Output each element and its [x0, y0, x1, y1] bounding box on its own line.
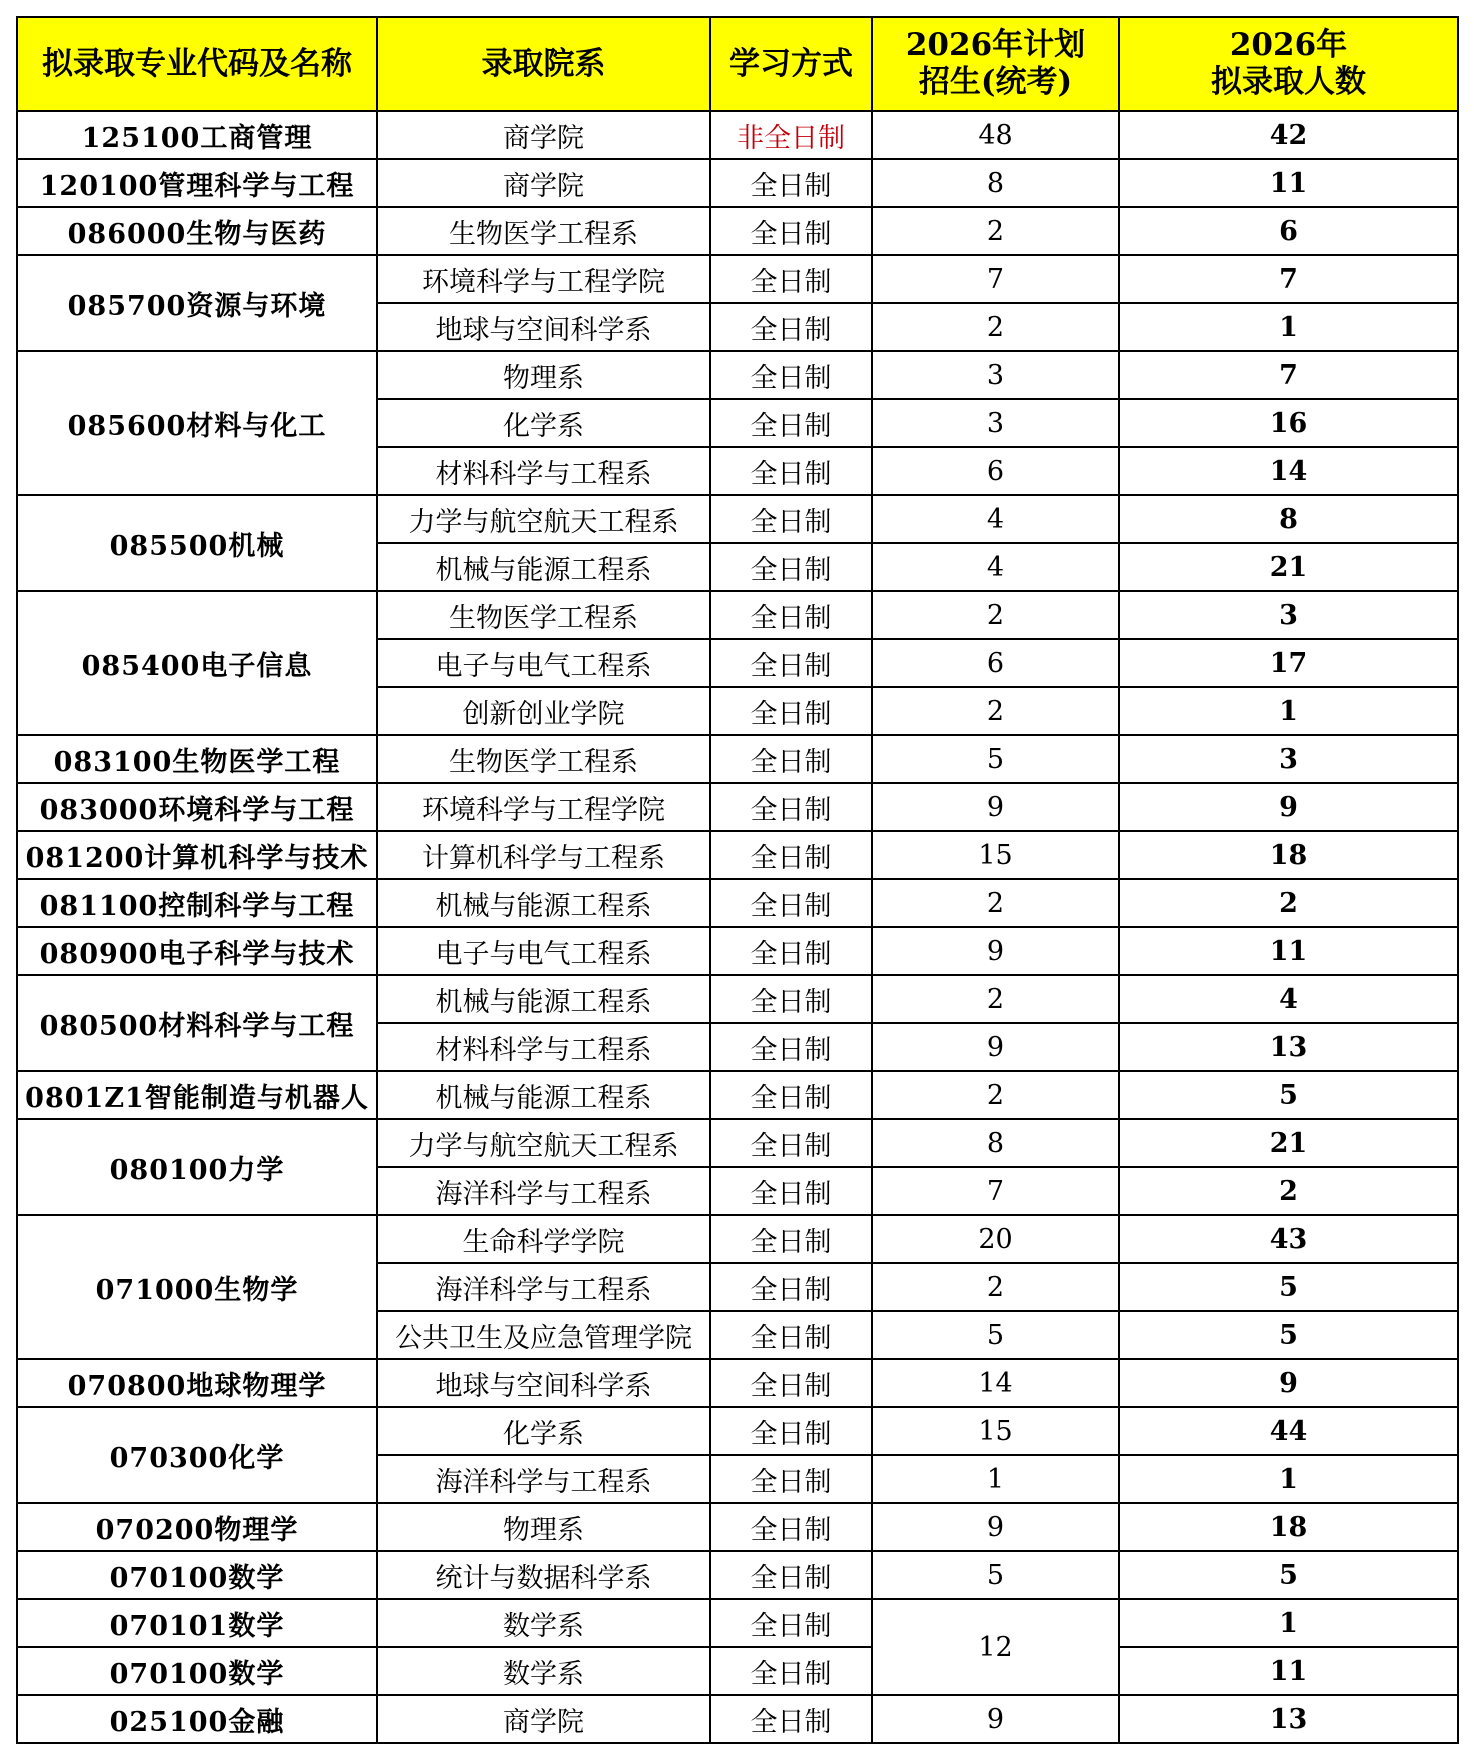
header-admitted [1119, 17, 1458, 111]
study-mode-cell: 全日制 [710, 1167, 872, 1215]
table-row [17, 255, 1458, 303]
study-mode-cell: 全日制 [710, 687, 872, 735]
department-cell: 生物医学工程系 [377, 735, 710, 783]
department-cell: 生命科学学院 [377, 1215, 710, 1263]
admitted-count-cell: 16 [1119, 399, 1458, 447]
study-mode-cell: 全日制 [710, 543, 872, 591]
study-mode-cell: 全日制 [710, 159, 872, 207]
study-mode-cell: 全日制 [710, 1215, 872, 1263]
department-cell: 环境科学与工程学院 [377, 783, 710, 831]
plan-count-cell: 2 [872, 303, 1119, 351]
department-cell: 地球与空间科学系 [377, 1359, 710, 1407]
department-cell: 数学系 [377, 1647, 710, 1695]
department-cell: 机械与能源工程系 [377, 975, 710, 1023]
major-cell: 071000生物学 [17, 1215, 377, 1359]
department-cell: 物理系 [377, 1503, 710, 1551]
admitted-count-cell: 44 [1119, 1407, 1458, 1455]
admitted-count-cell: 1 [1119, 1455, 1458, 1503]
plan-count-cell: 2 [872, 1263, 1119, 1311]
table-row [17, 1071, 1458, 1119]
department-cell: 材料科学与工程系 [377, 447, 710, 495]
plan-count-cell: 7 [872, 1167, 1119, 1215]
admitted-count-cell: 3 [1119, 735, 1458, 783]
header-major: 拟录取专业代码及名称 [17, 17, 377, 111]
plan-count-cell: 2 [872, 975, 1119, 1023]
study-mode-cell: 全日制 [710, 255, 872, 303]
plan-count-cell: 14 [872, 1359, 1119, 1407]
plan-count-cell: 1 [872, 1455, 1119, 1503]
header-admitted-line1: 2026年 [1229, 27, 1348, 63]
admitted-count-cell: 2 [1119, 879, 1458, 927]
major-cell: 085500机械 [17, 495, 377, 591]
header-department: 录取院系 [377, 17, 710, 111]
plan-count-cell: 2 [872, 591, 1119, 639]
admitted-count-cell: 11 [1119, 1647, 1458, 1695]
table-row [17, 591, 1458, 639]
plan-count-cell: 9 [872, 1695, 1119, 1743]
study-mode-cell: 全日制 [710, 1119, 872, 1167]
major-cell: 120100管理科学与工程 [17, 159, 377, 207]
study-mode-cell: 全日制 [710, 1311, 872, 1359]
department-cell: 化学系 [377, 399, 710, 447]
department-cell: 商学院 [377, 111, 710, 159]
table-row [17, 879, 1458, 927]
table-row [17, 735, 1458, 783]
department-cell: 机械与能源工程系 [377, 1071, 710, 1119]
major-cell: 080500材料科学与工程 [17, 975, 377, 1071]
major-cell: 025100金融 [17, 1695, 377, 1743]
department-cell: 机械与能源工程系 [377, 879, 710, 927]
admitted-count-cell: 13 [1119, 1023, 1458, 1071]
plan-count-cell: 2 [872, 879, 1119, 927]
plan-count-cell: 9 [872, 927, 1119, 975]
study-mode-cell: 全日制 [710, 879, 872, 927]
department-cell: 商学院 [377, 159, 710, 207]
major-cell: 081100控制科学与工程 [17, 879, 377, 927]
plan-count-cell: 4 [872, 543, 1119, 591]
admitted-count-cell: 43 [1119, 1215, 1458, 1263]
major-cell: 070101数学 [17, 1599, 377, 1647]
admitted-count-cell: 5 [1119, 1071, 1458, 1119]
admitted-count-cell: 5 [1119, 1263, 1458, 1311]
department-cell: 海洋科学与工程系 [377, 1455, 710, 1503]
plan-count-cell: 9 [872, 1023, 1119, 1071]
table-row [17, 159, 1458, 207]
plan-count-cell: 5 [872, 735, 1119, 783]
department-cell: 化学系 [377, 1407, 710, 1455]
admitted-count-cell: 11 [1119, 159, 1458, 207]
admitted-count-cell: 3 [1119, 591, 1458, 639]
admitted-count-cell: 18 [1119, 831, 1458, 879]
admission-table [16, 16, 1459, 1744]
admitted-count-cell: 9 [1119, 783, 1458, 831]
study-mode-cell: 全日制 [710, 735, 872, 783]
admitted-count-cell: 18 [1119, 1503, 1458, 1551]
admitted-count-cell: 8 [1119, 495, 1458, 543]
study-mode-cell: 全日制 [710, 1023, 872, 1071]
admitted-count-cell: 2 [1119, 1167, 1458, 1215]
study-mode-cell: 全日制 [710, 591, 872, 639]
department-cell: 生物医学工程系 [377, 207, 710, 255]
major-cell: 0801Z1智能制造与机器人 [17, 1071, 377, 1119]
table-row [17, 1599, 1458, 1647]
study-mode-cell: 全日制 [710, 1071, 872, 1119]
table-row [17, 1215, 1458, 1263]
admitted-count-cell: 5 [1119, 1551, 1458, 1599]
plan-count-cell: 48 [872, 111, 1119, 159]
major-cell: 085400电子信息 [17, 591, 377, 735]
plan-count-cell: 8 [872, 159, 1119, 207]
department-cell: 环境科学与工程学院 [377, 255, 710, 303]
table-row [17, 207, 1458, 255]
study-mode-cell: 全日制 [710, 1263, 872, 1311]
admitted-count-cell: 7 [1119, 255, 1458, 303]
major-cell: 070800地球物理学 [17, 1359, 377, 1407]
table-row [17, 783, 1458, 831]
department-cell: 公共卫生及应急管理学院 [377, 1311, 710, 1359]
admitted-count-cell: 21 [1119, 543, 1458, 591]
plan-count-cell: 3 [872, 399, 1119, 447]
plan-count-cell: 9 [872, 1503, 1119, 1551]
study-mode-cell: 全日制 [710, 831, 872, 879]
admitted-count-cell: 17 [1119, 639, 1458, 687]
major-cell: 125100工商管理 [17, 111, 377, 159]
header-plan-line2: 招生(统考) [918, 64, 1073, 100]
plan-count-cell: 2 [872, 207, 1119, 255]
header-row [17, 17, 1458, 111]
table-row [17, 351, 1458, 399]
department-cell: 海洋科学与工程系 [377, 1167, 710, 1215]
study-mode-cell: 全日制 [710, 1551, 872, 1599]
plan-count-cell: 15 [872, 1407, 1119, 1455]
department-cell: 生物医学工程系 [377, 591, 710, 639]
admitted-count-cell: 5 [1119, 1311, 1458, 1359]
admitted-count-cell: 1 [1119, 687, 1458, 735]
admitted-count-cell: 1 [1119, 303, 1458, 351]
major-cell: 070200物理学 [17, 1503, 377, 1551]
study-mode-cell: 全日制 [710, 351, 872, 399]
department-cell: 商学院 [377, 1695, 710, 1743]
admitted-count-cell: 9 [1119, 1359, 1458, 1407]
major-cell: 070100数学 [17, 1551, 377, 1599]
table-row [17, 927, 1458, 975]
table-row [17, 1551, 1458, 1599]
department-cell: 地球与空间科学系 [377, 303, 710, 351]
plan-count-cell: 12 [872, 1599, 1119, 1695]
plan-count-cell: 8 [872, 1119, 1119, 1167]
admitted-count-cell: 13 [1119, 1695, 1458, 1743]
major-cell: 080100力学 [17, 1119, 377, 1215]
study-mode-cell: 全日制 [710, 303, 872, 351]
study-mode-cell: 全日制 [710, 1503, 872, 1551]
study-mode-cell: 全日制 [710, 1599, 872, 1647]
table-row [17, 1647, 1458, 1695]
admitted-count-cell: 7 [1119, 351, 1458, 399]
table-row [17, 495, 1458, 543]
study-mode-cell: 全日制 [710, 447, 872, 495]
department-cell: 数学系 [377, 1599, 710, 1647]
major-cell: 083100生物医学工程 [17, 735, 377, 783]
major-cell: 070100数学 [17, 1647, 377, 1695]
study-mode-cell: 全日制 [710, 927, 872, 975]
major-cell: 070300化学 [17, 1407, 377, 1503]
plan-count-cell: 2 [872, 687, 1119, 735]
major-cell: 085700资源与环境 [17, 255, 377, 351]
study-mode-cell: 全日制 [710, 975, 872, 1023]
plan-count-cell: 6 [872, 447, 1119, 495]
table-row [17, 975, 1458, 1023]
study-mode-cell: 全日制 [710, 207, 872, 255]
header-admitted-line2: 拟录取人数 [1211, 64, 1366, 100]
major-cell: 080900电子科学与技术 [17, 927, 377, 975]
department-cell: 机械与能源工程系 [377, 543, 710, 591]
major-cell: 085600材料与化工 [17, 351, 377, 495]
study-mode-cell: 全日制 [710, 399, 872, 447]
admitted-count-cell: 21 [1119, 1119, 1458, 1167]
header-study-mode: 学习方式 [710, 17, 872, 111]
table-row [17, 1359, 1458, 1407]
department-cell: 材料科学与工程系 [377, 1023, 710, 1071]
table-row [17, 1503, 1458, 1551]
plan-count-cell: 9 [872, 783, 1119, 831]
admitted-count-cell: 14 [1119, 447, 1458, 495]
admitted-count-cell: 11 [1119, 927, 1458, 975]
study-mode-cell: 全日制 [710, 1695, 872, 1743]
study-mode-cell: 全日制 [710, 783, 872, 831]
department-cell: 创新创业学院 [377, 687, 710, 735]
table-row [17, 111, 1458, 159]
study-mode-cell: 全日制 [710, 495, 872, 543]
department-cell: 电子与电气工程系 [377, 639, 710, 687]
table-row [17, 1407, 1458, 1455]
department-cell: 电子与电气工程系 [377, 927, 710, 975]
plan-count-cell: 3 [872, 351, 1119, 399]
table-row [17, 831, 1458, 879]
study-mode-cell: 全日制 [710, 1407, 872, 1455]
plan-count-cell: 5 [872, 1311, 1119, 1359]
plan-count-cell: 15 [872, 831, 1119, 879]
study-mode-cell: 全日制 [710, 639, 872, 687]
department-cell: 计算机科学与工程系 [377, 831, 710, 879]
plan-count-cell: 5 [872, 1551, 1119, 1599]
plan-count-cell: 20 [872, 1215, 1119, 1263]
department-cell: 海洋科学与工程系 [377, 1263, 710, 1311]
major-cell: 086000生物与医药 [17, 207, 377, 255]
major-cell: 083000环境科学与工程 [17, 783, 377, 831]
plan-count-cell: 4 [872, 495, 1119, 543]
header-plan-line1: 2026年计划 [905, 27, 1086, 63]
major-cell: 081200计算机科学与技术 [17, 831, 377, 879]
department-cell: 力学与航空航天工程系 [377, 1119, 710, 1167]
admitted-count-cell: 4 [1119, 975, 1458, 1023]
department-cell: 物理系 [377, 351, 710, 399]
table-row [17, 1119, 1458, 1167]
plan-count-cell: 2 [872, 1071, 1119, 1119]
study-mode-cell: 全日制 [710, 1647, 872, 1695]
department-cell: 统计与数据科学系 [377, 1551, 710, 1599]
admitted-count-cell: 6 [1119, 207, 1458, 255]
admitted-count-cell: 42 [1119, 111, 1458, 159]
department-cell: 力学与航空航天工程系 [377, 495, 710, 543]
plan-count-cell: 6 [872, 639, 1119, 687]
plan-count-cell: 7 [872, 255, 1119, 303]
admitted-count-cell: 1 [1119, 1599, 1458, 1647]
table-row [17, 1695, 1458, 1743]
study-mode-cell: 非全日制 [710, 111, 872, 159]
header-plan [872, 17, 1119, 111]
study-mode-cell: 全日制 [710, 1455, 872, 1503]
study-mode-cell: 全日制 [710, 1359, 872, 1407]
